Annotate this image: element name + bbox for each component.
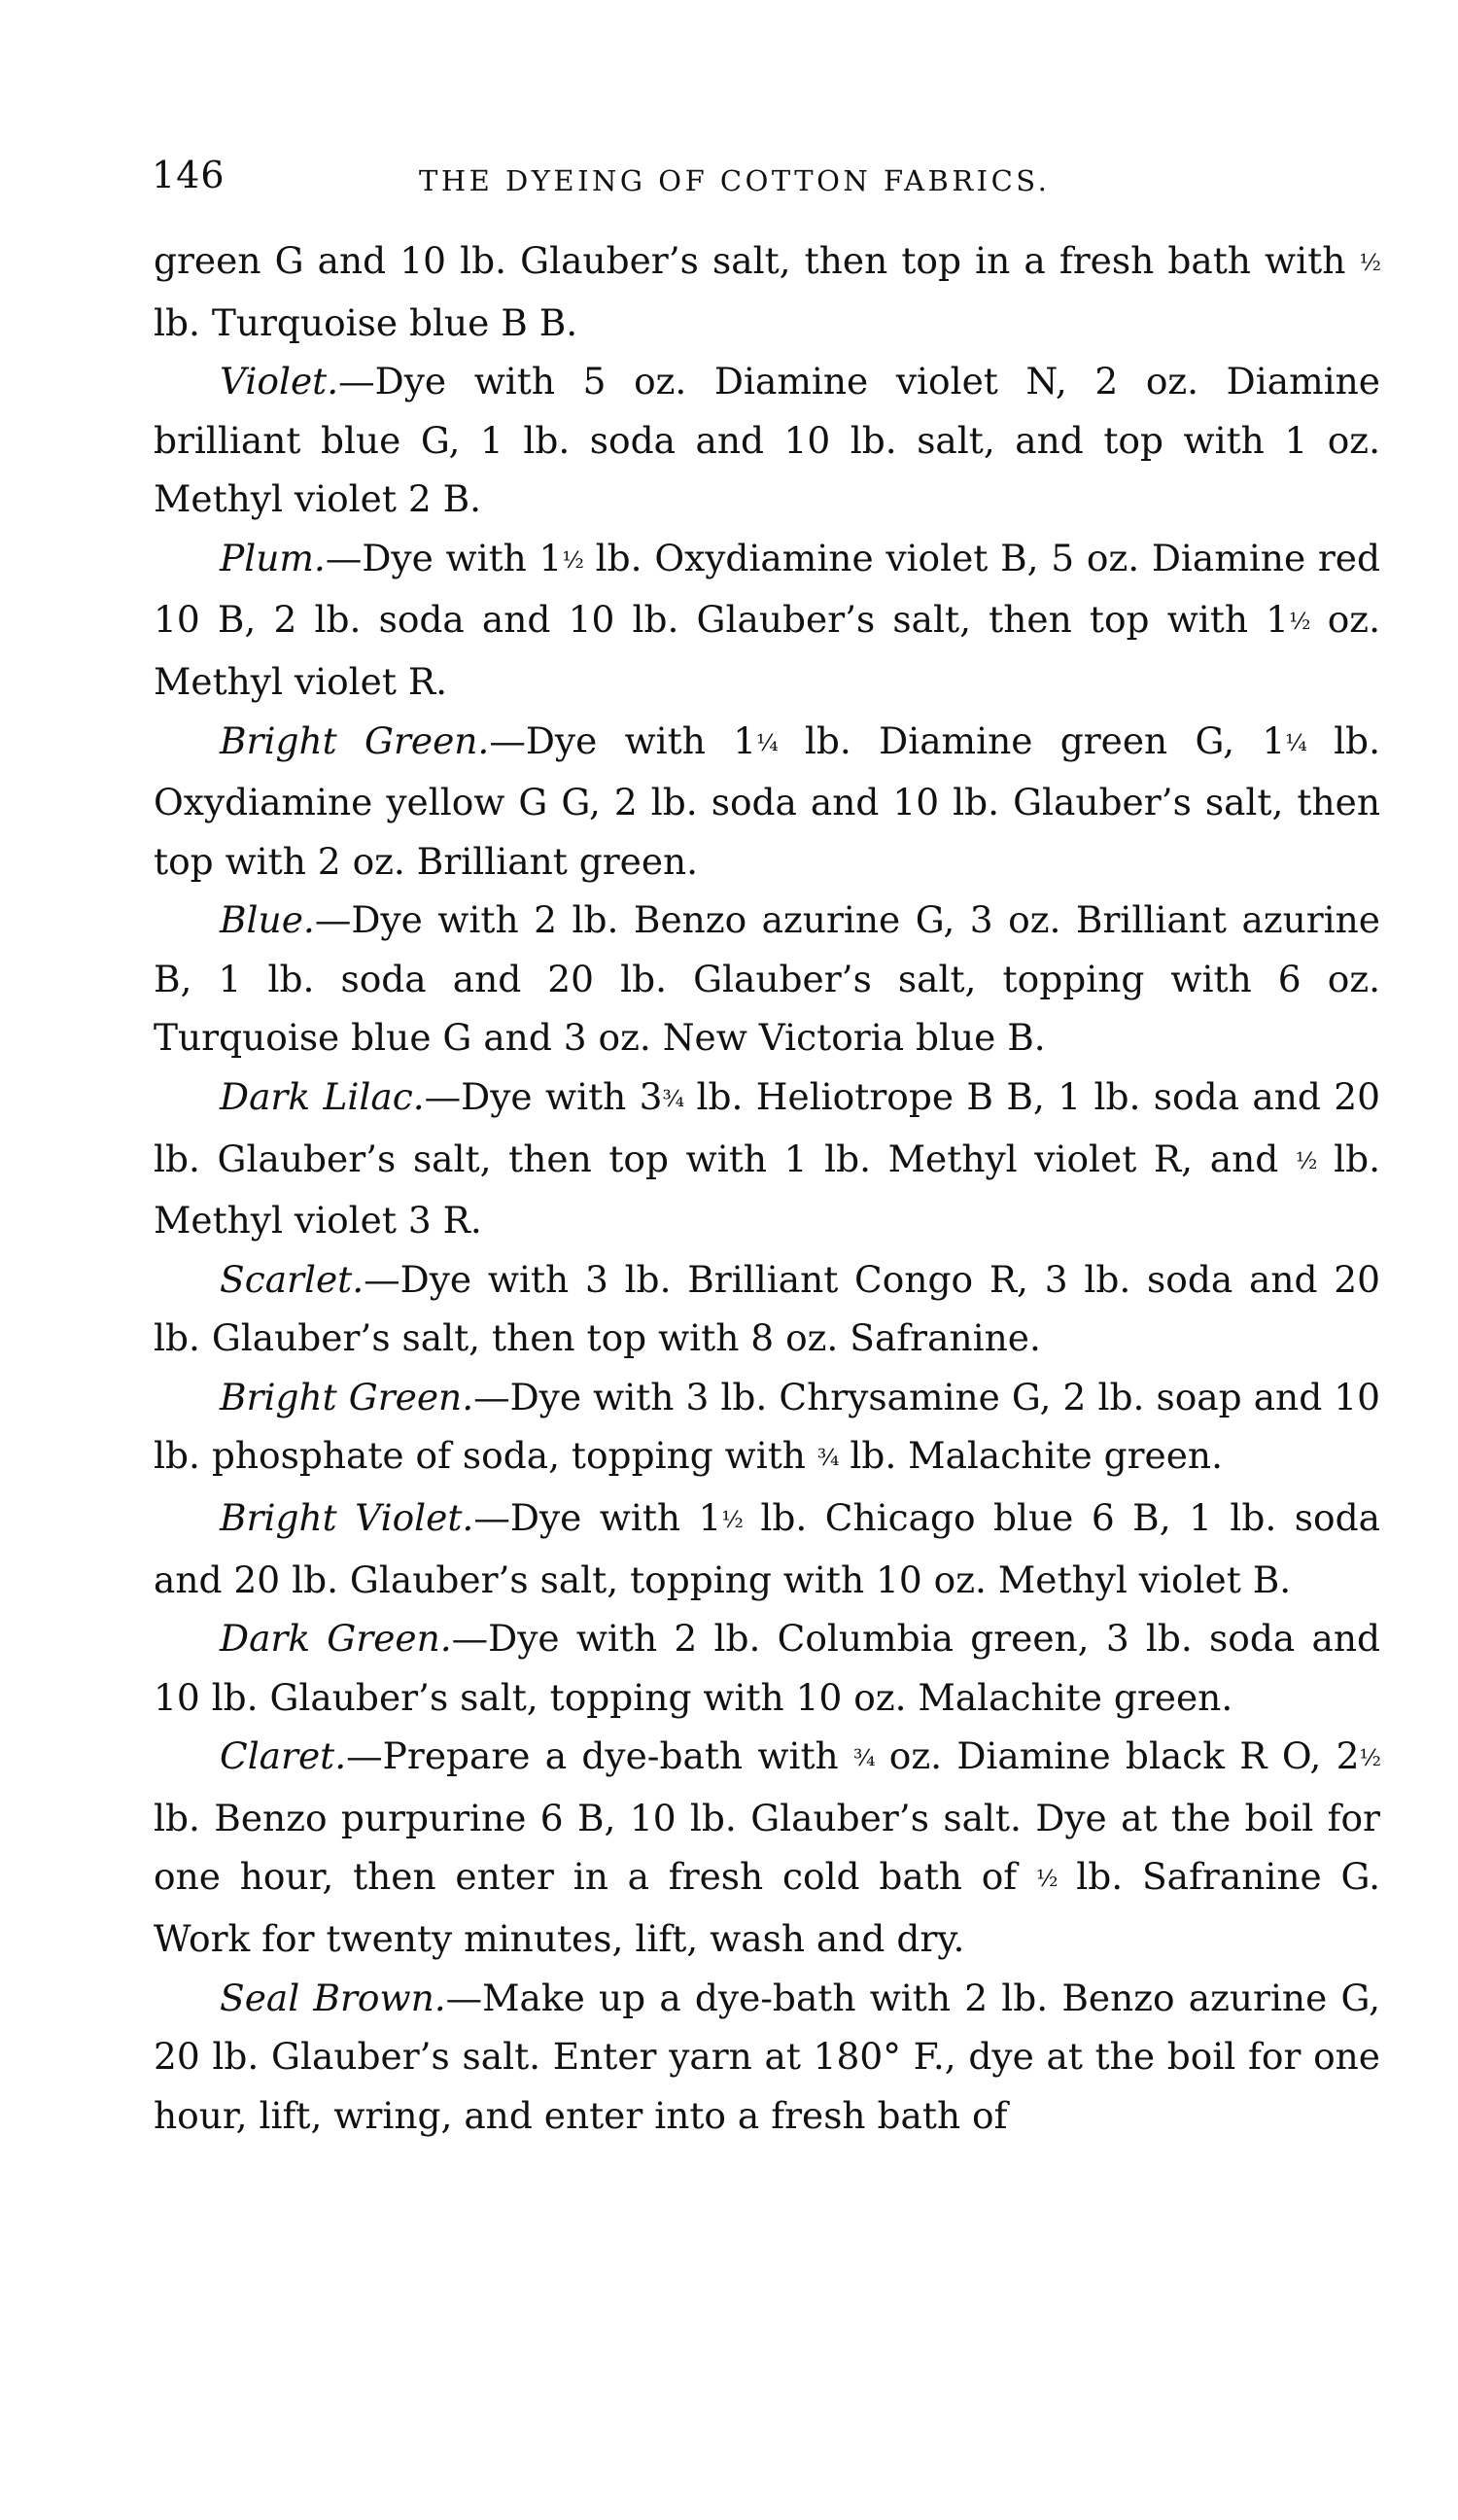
paragraph-continuation <box>154 231 1380 352</box>
fraction: ½ <box>1289 609 1310 636</box>
paragraph-text: lb. Benzo purpurine 6 B, 10 lb. Glauber’s salt. Dye at the boil for one hour, then enter in a fresh cold bath of <box>154 1796 1380 1899</box>
fraction: ¼ <box>756 729 778 756</box>
recipe-bright-green <box>154 712 1380 892</box>
fraction: ¼ <box>1285 729 1306 756</box>
recipe-violet <box>154 352 1380 529</box>
paragraph-text: —Dye with 1 <box>489 718 757 762</box>
paragraph-text: lb. Oxydiamine violet B, 5 oz. Diamine red 10 B, 2 lb. soda and 10 lb. Glauber’s salt, then top with 1 <box>154 536 1380 642</box>
paragraph-text: lb. Chicago blue 6 B, 1 lb. soda and 20 lb. Glauber’s salt, topping with 10 oz. Methyl violet B. <box>154 1496 1380 1601</box>
paragraph-text: —Dye with 2 lb. Benzo azurine G, 3 oz. Brilliant azurine B, 1 lb. soda and 20 lb. Glauber’s salt, topping with 6 oz. Turquoise blue G and 3 oz. New Victoria blue B. <box>154 898 1380 1060</box>
recipe-scarlet <box>154 1250 1380 1368</box>
paragraph-text: —Dye with 1 <box>325 536 563 579</box>
paragraph-text: —Dye with 1 <box>473 1496 722 1540</box>
paragraph-text: —Dye with 5 oz. Diamine violet N, 2 oz. Diamine brilliant blue G, 1 lb. soda and 10 lb. salt, and top with 1 oz. Methyl violet 2 B. <box>154 360 1380 521</box>
recipe-heading: Scarlet. <box>220 1257 364 1301</box>
body-text <box>154 231 1380 2145</box>
recipe-heading: Claret. <box>220 1734 347 1778</box>
running-head <box>152 146 1376 204</box>
paragraph-text: —Dye with 3 lb. Brilliant Congo R, 3 lb. soda and 20 lb. Glauber’s salt, then top with 8 oz. Safranine. <box>154 1257 1380 1360</box>
recipe-blue <box>154 891 1380 1068</box>
recipe-heading: Bright Violet. <box>220 1496 474 1540</box>
fraction: ½ <box>1359 1745 1380 1772</box>
recipe-heading: Bright Green. <box>220 718 490 762</box>
paragraph-text: —Dye with 3 lb. Chrysamine G, 2 lb. soap and 10 lb. phosphate of soda, topping with <box>154 1375 1380 1478</box>
recipe-heading: Dark Lilac. <box>220 1074 425 1118</box>
fraction: ¾ <box>662 1086 684 1113</box>
fraction: ½ <box>562 546 583 574</box>
recipe-heading: Dark Green. <box>220 1617 452 1661</box>
paragraph-text: —Dye with 2 lb. Columbia green, 3 lb. soda and 10 lb. Glauber’s salt, topping with 10 oz. Malachite green. <box>154 1617 1380 1719</box>
paragraph-text: lb. Methyl violet 3 R. <box>154 1137 1380 1242</box>
recipe-dark-lilac <box>154 1068 1380 1250</box>
recipe-heading: Seal Brown. <box>220 1976 446 2019</box>
paragraph-text: oz. Diamine black R O, 2 <box>874 1734 1360 1778</box>
paragraph-text: lb. Diamine green G, 1 <box>777 718 1286 762</box>
recipe-plum <box>154 529 1380 712</box>
fraction: ½ <box>1035 1866 1058 1893</box>
running-title: THE DYEING OF COTTON FABRICS. <box>419 164 1051 197</box>
paragraph-text: lb. Malachite green. <box>838 1434 1224 1478</box>
paragraph-text: —Make up a dye-bath with 2 lb. Benzo azurine G, 20 lb. Glauber’s salt. Enter yarn at 180° F., dye at the boil for one hour, lift, wring, and enter into a fresh bath of <box>154 1976 1381 2137</box>
fraction: ½ <box>721 1507 743 1534</box>
paragraph-text: lb. Heliotrope B B, 1 lb. soda and 20 lb. Glauber’s salt, then top with 1 lb. Methyl violet R, and <box>154 1074 1380 1180</box>
fraction: ½ <box>1359 250 1380 277</box>
recipe-heading: Plum. <box>220 536 326 579</box>
paragraph-text: lb. Safranine G. Work for twenty minutes, lift, wash and dry. <box>154 1855 1380 1961</box>
fraction: ½ <box>1295 1147 1317 1174</box>
fraction: ¾ <box>816 1445 839 1472</box>
recipe-bright-violet <box>154 1488 1380 1609</box>
paragraph-text: green G and 10 lb. Glauber’s salt, then top in a fresh bath with <box>154 239 1360 282</box>
recipe-seal-brown <box>154 1969 1380 2146</box>
paragraph-text: lb. Oxydiamine yellow G G, 2 lb. soda and 10 lb. Glauber’s salt, then top with 2 oz. Brilliant green. <box>154 718 1380 883</box>
paragraph-text: —Dye with 3 <box>424 1074 663 1118</box>
recipe-bright-green-2 <box>154 1368 1380 1488</box>
paragraph-text: oz. Methyl violet R. <box>154 598 1380 704</box>
paragraph-text: —Prepare a dye-bath with <box>346 1734 853 1778</box>
page-number: 146 <box>152 154 226 196</box>
recipe-heading: Blue. <box>220 898 315 942</box>
paragraph-text: lb. Turquoise blue B B. <box>154 300 578 344</box>
recipe-dark-green <box>154 1609 1380 1727</box>
recipe-heading: Bright Green. <box>220 1375 474 1418</box>
recipe-heading: Violet. <box>220 360 339 403</box>
recipe-claret <box>154 1727 1380 1968</box>
fraction: ¾ <box>852 1745 875 1772</box>
